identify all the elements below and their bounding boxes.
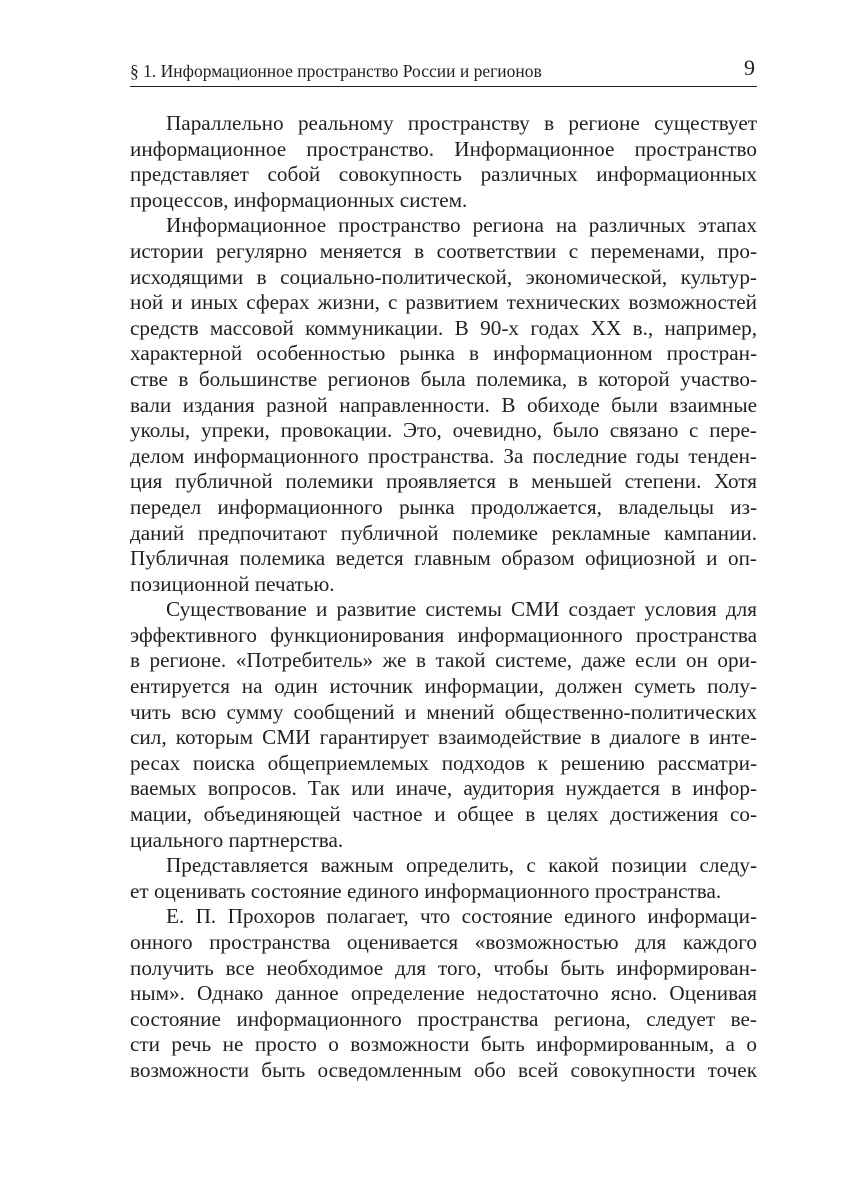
text-line: ция публичной полемики проявляется в меньшей степени. Хотя	[130, 469, 757, 494]
text-line: ет оценивать состояние единого информационного пространства.	[130, 878, 722, 903]
text-line: уколы, упреки, провокации. Это, очевидно, было связано с пере-	[130, 418, 757, 443]
text-line: получить все необходимое для того, чтобы быть информирован-	[130, 955, 757, 980]
text-line: представляет собой совокупность различных информационных	[130, 162, 757, 187]
text-line: стве в большинстве регионов была полемика, в которой участво-	[130, 366, 757, 391]
text-line: истории регулярно меняется в соответствии с переменами, про-	[130, 238, 757, 263]
text-line: состояние информационного пространства региона, следует ве-	[130, 1006, 757, 1031]
text-line: средств массовой коммуникации. В 90-х годах XX в., например,	[130, 315, 757, 340]
running-header	[130, 56, 757, 87]
text-line: возможности быть осведомленным обо всей совокупности точек	[130, 1057, 757, 1082]
text-line: в регионе. «Потребитель» же в такой системе, даже если он ори-	[130, 648, 757, 673]
paragraph	[130, 597, 757, 853]
text-line: характерной особенностью рынка в информационном простран-	[130, 341, 757, 366]
text-line: сил, которым СМИ гарантирует взаимодействие в диалоге в инте-	[130, 725, 757, 750]
text-line: Е. П. Прохоров полагает, что состояние единого информаци-	[166, 904, 757, 929]
text-line: Информационное пространство региона на различных этапах	[166, 213, 757, 238]
text-line: эффективного функционирования информационного пространства	[130, 622, 757, 647]
text-line: передел информационного рынка продолжается, владельцы из-	[130, 494, 757, 519]
text-line: мации, объединяющей частное и общее в целях достижения со-	[130, 802, 757, 827]
text-line: даний предпочитают публичной полемике рекламные кампании.	[130, 520, 757, 545]
paragraph	[130, 213, 757, 597]
text-line: Параллельно реальному пространству в регионе существует	[166, 111, 757, 135]
text-line: процессов, информационных систем.	[130, 187, 468, 212]
text-line: информационное пространство. Информационное пространство	[130, 136, 757, 161]
text-line: ресах поиска общеприемлемых подходов к решению рассматри-	[130, 750, 757, 775]
running-header-title: § 1. Информационное пространство России и регионов	[130, 61, 542, 81]
text-line: ным». Однако данное определение недостаточно ясно. Оценивая	[130, 981, 757, 1006]
text-line: вали издания разной направленности. В обиходе были взаимные	[130, 392, 757, 417]
text-line: Существование и развитие системы СМИ создает условия для	[166, 597, 757, 622]
paragraph	[130, 111, 757, 213]
text-line: исходящими в социально-политической, экономической, культур-	[130, 264, 757, 289]
body-text	[130, 111, 757, 1084]
text-line: Представляется важным определить, с какой позиции следу-	[166, 853, 757, 878]
text-line: ной и иных сферах жизни, с развитием технических возможностей	[130, 290, 757, 315]
text-line: ваемых вопросов. Так или иначе, аудитория нуждается в инфор-	[130, 776, 757, 801]
page-number: 9	[744, 55, 755, 80]
paragraph	[130, 904, 757, 1083]
text-line: циального партнерства.	[130, 827, 344, 852]
paragraph	[130, 853, 757, 904]
text-line: чить всю сумму сообщений и мнений общественно-политических	[130, 699, 757, 724]
text-line: позиционной печатью.	[130, 571, 335, 596]
text-line: ентируется на один источник информации, должен суметь полу-	[130, 674, 757, 699]
text-line: Публичная полемика ведется главным образом официозной и оп-	[130, 546, 757, 571]
text-line: делом информационного пространства. За последние годы тенден-	[130, 443, 757, 468]
text-line: сти речь не просто о возможности быть информированным, а о	[130, 1032, 757, 1057]
text-line: онного пространства оценивается «возможностью для каждого	[130, 930, 757, 954]
